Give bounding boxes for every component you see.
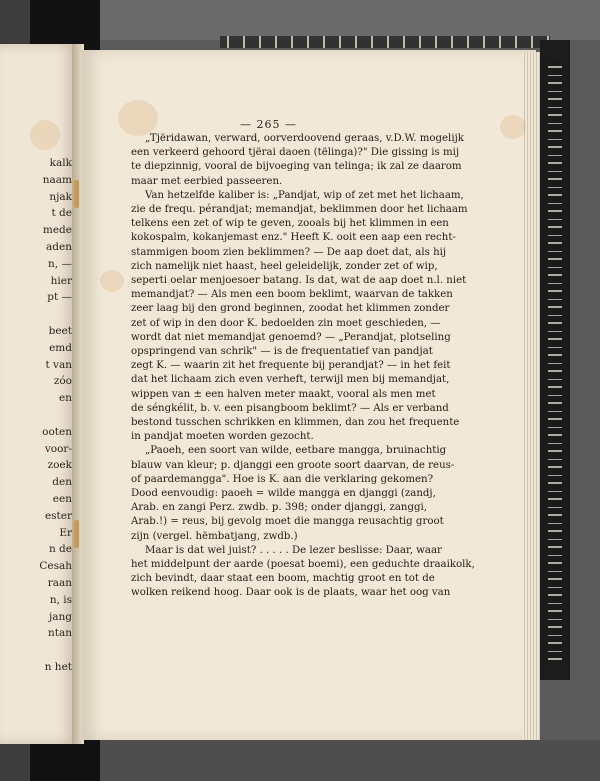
cover-top-edge: [220, 36, 550, 48]
text-line: de séngkélit, b. v. een pisangboom beklimt? — Als er verband: [131, 402, 449, 414]
left-page-fragment: ooten: [42, 425, 72, 438]
foxing-stain: [100, 270, 124, 292]
left-page-fragment: kalk: [49, 157, 72, 169]
text-line: Arab.!) = reus, bij gevolg moet die mangga reusachtig groot: [131, 516, 444, 528]
text-line: Van hetzelfde kaliber is: „Pandjat, wip of zet met het lichaam,: [145, 189, 464, 201]
text-line: een verkeerd gehoord tjërai daoen (tëlinga)?" Die gissing is mij: [131, 147, 460, 159]
text-line: wordt dat niet memandjat genoemd? — „Perandjat, plotseling: [131, 331, 451, 343]
left-page-fragment: hier: [50, 274, 72, 287]
text-line: of paardemangga". Hoe is K. aan die verklaring gekomen?: [131, 473, 434, 485]
left-page-fragment: ester: [44, 509, 72, 522]
left-page-fragment: njak: [49, 190, 72, 203]
text-line: „Tjëridawan, verward, oorverdoovend geraas, v.D.W. mogelijk: [145, 133, 464, 144]
text-line: maar met eerbied passeeren.: [131, 175, 283, 187]
text-line: dat het lichaam zich even verheft, terwijl men bij memandjat,: [131, 374, 450, 386]
binding-stub: [74, 180, 79, 208]
text-line: telkens een zet of wip te geven, zooals bij het klimmen in een: [131, 218, 449, 230]
text-line: Maar is dat wel juist? . . . . . De lezer beslisse: Daar, waar: [145, 544, 442, 556]
left-page-fragment: Cesah: [39, 560, 72, 573]
left-page-fragment: pt —: [47, 291, 72, 304]
foxing-stain: [118, 100, 158, 136]
foxing-stain: [30, 120, 60, 150]
text-line: kokospalm, kokanjemast enz." Heeft K. ooit een aap een recht-: [131, 232, 456, 244]
left-page-fragment: mede: [42, 224, 72, 237]
page-edges: [522, 52, 540, 740]
text-line: memandjat? — Als men een boom beklimt, waarvan de takken: [131, 289, 453, 301]
left-page: [0, 44, 77, 744]
left-page-fragment: Er: [59, 526, 72, 539]
text-line: zet of wip in den door K. bedoelden zin moet geschieden, —: [131, 317, 441, 329]
text-line: het middelpunt der aarde (poesat boemi), een geduchte draaikolk,: [131, 559, 475, 570]
left-page-fragment: den: [52, 476, 72, 489]
text-line: zich namelijk niet haast, heel geleidelijk, zonder zet of wip,: [131, 260, 438, 272]
text-line: wippen van ± een halven meter maakt, vooral als men met: [131, 388, 436, 400]
marbled-edge: [548, 60, 562, 660]
left-page-fragment: emd: [49, 341, 72, 354]
left-page-fragment: een: [52, 493, 72, 505]
text-line: in pandjat moeten worden gezocht.: [131, 431, 314, 443]
left-page-fragment: raan: [47, 577, 72, 589]
left-page-fragment: beet: [48, 325, 72, 337]
left-page-fragment: n, is: [49, 593, 72, 606]
text-line: stammigen boom zien beklimmen? — De aap doet dat, als hij: [131, 246, 447, 258]
text-line: zegt K. — waarin zit het frequente bij perandjat? — in het feit: [131, 360, 451, 372]
left-page-fragment: en: [59, 392, 72, 405]
text-line: zijn (vergel. hëmbatjang, zwdb.): [131, 530, 298, 542]
left-page-fragment: t de: [51, 207, 72, 220]
left-page-fragment: n de: [48, 543, 72, 556]
left-page-fragment: zóo: [53, 375, 72, 388]
text-line: zie de frequ. pérandjat; memandjat, beklimmen door het lichaam: [131, 204, 468, 215]
binding-stub: [74, 520, 79, 548]
text-line: Dood eenvoudig: paoeh = wilde mangga en djanggi (zandj,: [131, 488, 436, 499]
left-page-fragment: n, —: [48, 257, 72, 270]
text-line: opspringend van schrik" — is de frequentatief van pandjat: [131, 346, 433, 357]
left-page-fragment: voor-: [44, 442, 72, 455]
text-line: wolken reikend hoog. Daar ook is de plaats, waar het oog van: [131, 587, 451, 599]
left-page-fragment: aden: [46, 241, 72, 253]
text-line: te diepzinnig, vooral de bijvoeging van telinga; ik zal ze daarom: [131, 161, 462, 173]
text-line: blauw van kleur; p. djanggi een groote soort daarvan, de reus-: [131, 459, 455, 471]
left-page-fragment: ntan: [47, 627, 72, 640]
left-page-fragment: t van: [45, 358, 72, 371]
page-number: — 265 —: [240, 118, 297, 131]
left-page-fragment: zoek: [47, 459, 72, 472]
text-line: bestond tusschen schrikken en klimmen, dan zou het frequente: [131, 417, 460, 428]
text-line: zeer laag bij den grond beginnen, zoodat het klimmen zonder: [131, 303, 450, 315]
foxing-stain: [500, 115, 526, 139]
text-line: zich bevindt, daar staat een boom, machtig groot en tot de: [131, 573, 435, 585]
left-page-fragment: jang: [49, 610, 72, 623]
text-line: seperti oelar menjoesoer batang. Is dat, wat de aap doet n.l. niet: [131, 275, 467, 286]
text-line: Arab. en zangi Perz. zwdb. p. 398; onder djanggi, zanggi,: [131, 502, 427, 514]
left-page-fragment: n het: [44, 661, 72, 673]
left-page-fragment: naam: [42, 173, 72, 186]
text-line: „Paoeh, een soort van wilde, eetbare mangga, bruinachtig: [145, 445, 447, 457]
